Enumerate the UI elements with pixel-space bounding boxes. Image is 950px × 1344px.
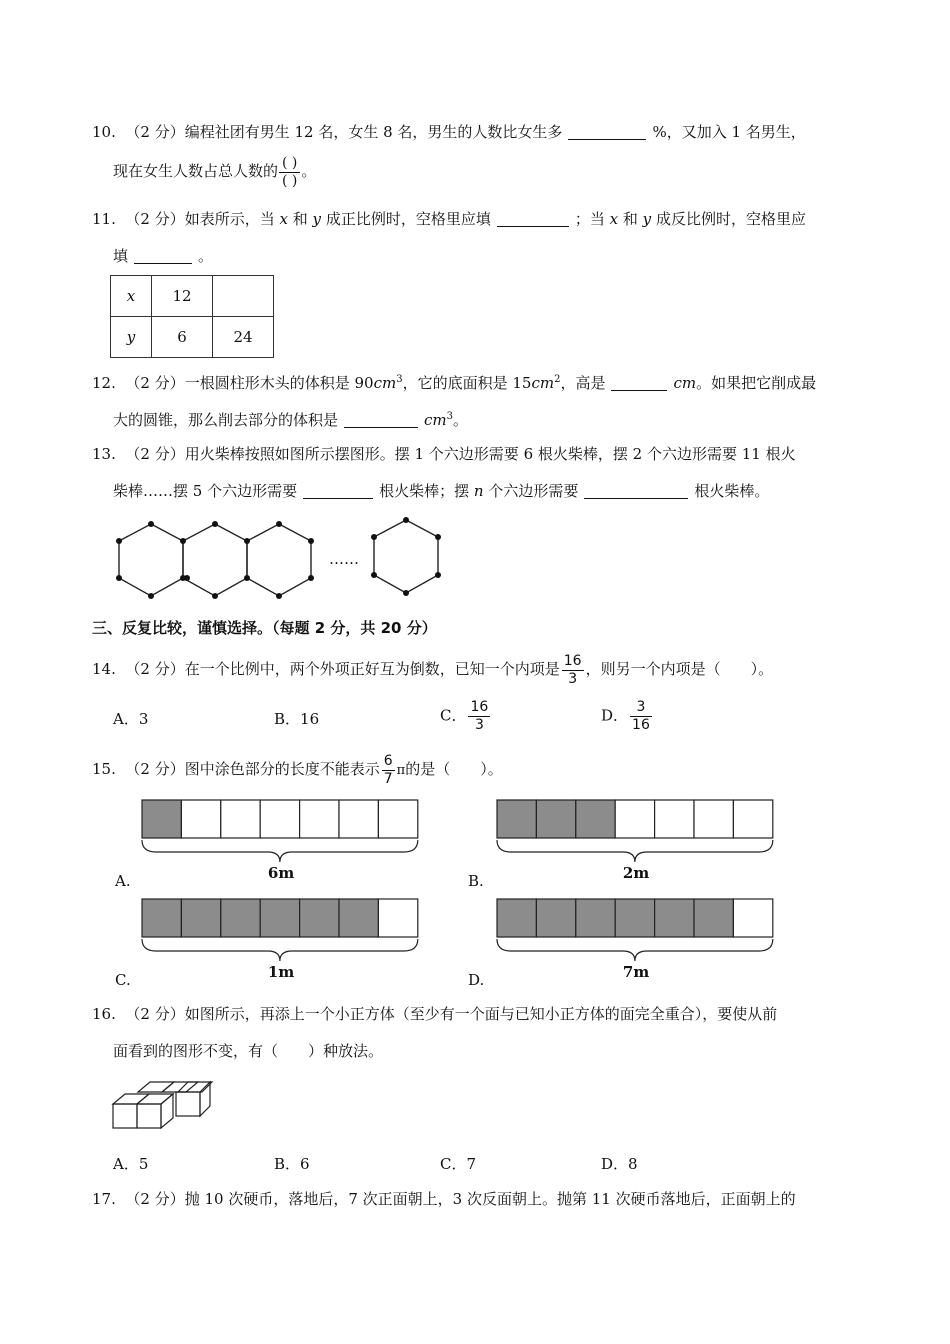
answer-blank[interactable]: [497, 210, 569, 227]
q12-line1: [92, 369, 816, 394]
empty-cell: [655, 800, 694, 838]
empty-cell: [615, 800, 654, 838]
q15-line1: [92, 750, 503, 790]
question-text: 根火柴棒；摆: [379, 482, 470, 500]
answer-blank[interactable]: [584, 482, 688, 499]
q10-line2: [113, 152, 316, 190]
empty-cell: [181, 800, 220, 838]
bar-length-label: 1m: [267, 963, 295, 981]
empty-cell: [339, 800, 378, 838]
empty-cell: [300, 800, 339, 838]
option-letter[interactable]: B.: [468, 872, 484, 890]
shaded-cell: [221, 899, 260, 937]
question-number: 10.: [92, 123, 116, 141]
option-c[interactable]: [440, 699, 492, 734]
punctuation: 。: [453, 411, 469, 429]
shaded-cell: [260, 899, 299, 937]
option-letter[interactable]: C.: [115, 971, 131, 989]
table-row: [111, 276, 274, 317]
answer-blank[interactable]: [611, 374, 667, 391]
option-letter: D．: [601, 706, 629, 725]
empty-cell: [221, 800, 260, 838]
question-text: （2 分）如表所示，当: [125, 210, 275, 228]
option-d[interactable]: D．8: [601, 1155, 638, 1173]
question-number: 11.: [92, 210, 116, 228]
question-text: 成正比例时，空格里应填: [325, 210, 491, 228]
shaded-cell: [339, 899, 378, 937]
shaded-cell: [694, 899, 733, 937]
question-text: 现在女生人数占总人数的: [113, 162, 279, 180]
question-text: ；当: [574, 210, 605, 228]
question-text: 和: [292, 210, 308, 228]
option-b[interactable]: B．6: [274, 1155, 310, 1173]
superscript: 3: [446, 411, 454, 422]
shaded-cell: [576, 899, 615, 937]
question-text: 大的圆锥，那么削去部分的体积是: [113, 411, 339, 429]
question-number: 13.: [92, 445, 116, 463]
punctuation: 。: [301, 162, 317, 180]
fraction: $\frac{3}{16}$: [632, 699, 650, 733]
empty-cell: [733, 899, 772, 937]
table-cell: x: [111, 276, 152, 317]
question-number: 12.: [92, 374, 116, 392]
superscript: 3: [396, 374, 403, 385]
hexagon: [247, 524, 311, 596]
brace: [142, 840, 418, 862]
question-text: %，又加入 1 名男生，: [652, 123, 806, 141]
fraction: $\frac{6}{7}$: [383, 752, 393, 787]
q10-line1: [92, 121, 806, 143]
option-letter[interactable]: D.: [468, 971, 485, 989]
shaded-cell: [536, 800, 575, 838]
shaded-cell: [142, 899, 181, 937]
hexagon: [119, 524, 183, 596]
unit: cm: [373, 374, 397, 392]
answer-blank[interactable]: [568, 123, 646, 140]
q13-line2: [113, 480, 769, 502]
q12-line2: [113, 406, 468, 431]
q11-line2: [113, 245, 213, 267]
question-number: 14.: [92, 660, 116, 678]
bar-length-label: 6m: [267, 864, 295, 882]
superscript: 2: [554, 374, 561, 385]
shaded-cell: [615, 899, 654, 937]
table-cell: 6: [152, 317, 213, 358]
q11-line1: [92, 208, 806, 230]
unit: cm: [673, 374, 697, 392]
table-cell: 24: [213, 317, 274, 358]
question-number: 17.: [92, 1190, 116, 1208]
empty-cell: [378, 800, 417, 838]
q13-line1: [92, 443, 796, 465]
option-letter[interactable]: A.: [115, 872, 131, 890]
variable-y: y: [642, 210, 652, 228]
empty-cell: [733, 800, 772, 838]
bar-length-label: 2m: [622, 864, 650, 882]
question-text: 个六边形需要: [488, 482, 579, 500]
question-text: ，则另一个内项是（ ）。: [585, 660, 774, 678]
shaded-cell: [300, 899, 339, 937]
shaded-cell: [655, 899, 694, 937]
question-text: （2 分）在一个比例中，两个外项正好互为倒数，已知一个内项是: [125, 660, 560, 678]
q16-line2: [113, 1040, 383, 1062]
unit: cm: [424, 411, 447, 429]
shaded-cell: [497, 899, 536, 937]
question-number: 15.: [92, 760, 116, 778]
brace: [497, 840, 773, 862]
question-text: 根火柴棒。: [694, 482, 770, 500]
option-a[interactable]: A．5: [113, 1155, 149, 1173]
q16-line1: [92, 1003, 777, 1025]
unit: cm: [531, 374, 555, 392]
option-c[interactable]: C．7: [440, 1155, 477, 1173]
question-text: （2 分）抛 10 次硬币，落地后，7 次正面朝上，3 次反面朝上。抛第 11 次硬币落地后，正面朝上的: [125, 1190, 796, 1208]
variable-x: x: [609, 210, 619, 228]
fraction-blank[interactable]: ( ) ( ): [279, 155, 300, 190]
question-text: 的是（ ）。: [405, 760, 503, 778]
fraction: $\frac{16}{3}$: [563, 652, 582, 687]
variable-y: y: [312, 210, 322, 228]
option-b[interactable]: B．16: [274, 710, 320, 728]
empty-cell: [378, 899, 417, 937]
question-text: （2 分）编程社团有男生 12 名，女生 8 名，男生的人数比女生多: [125, 123, 563, 141]
fraction: $\frac{16}{3}$: [470, 699, 489, 733]
question-text: 。如果把它削成最: [696, 374, 817, 392]
question-text: 成反比例时，空格里应: [655, 210, 806, 228]
answer-blank[interactable]: [344, 411, 418, 428]
q17-line1: [92, 1188, 796, 1210]
variable-n: n: [473, 482, 484, 500]
hexagon: [374, 520, 438, 593]
answer-blank[interactable]: [303, 482, 373, 499]
empty-cell: [260, 800, 299, 838]
option-d[interactable]: [601, 699, 654, 734]
empty-cell: [694, 800, 733, 838]
question-text: 面看到的图形不变，有（ ）种放法。: [113, 1042, 384, 1060]
question-text: （2 分）一根圆柱形木头的体积是 90: [125, 374, 374, 392]
section-heading: 三、反复比较，谨慎选择。（每题 2 分，共 20 分）: [92, 619, 437, 637]
question-text: 填: [113, 247, 129, 265]
shaded-cell: [181, 899, 220, 937]
question-text: ，它的底面积是 15: [402, 374, 532, 392]
hexagon: [183, 524, 247, 596]
table-cell: 12: [152, 276, 213, 317]
question-text: （2 分）用火柴棒按照如图所示摆图形。摆 1 个六边形需要 6 根火柴棒，摆 2 个六边形需要 11 根火: [125, 445, 796, 463]
pi-symbol: π: [396, 763, 406, 778]
question-text: （2 分）如图所示，再添上一个小正方体（至少有一个面与已知小正方体的面完全重合），要使从前: [125, 1005, 778, 1023]
option-a[interactable]: A．3: [113, 710, 149, 728]
table-cell: y: [111, 317, 152, 358]
ellipsis: ……: [329, 550, 359, 568]
brace: [142, 939, 418, 961]
shaded-cell: [536, 899, 575, 937]
question-number: 16.: [92, 1005, 116, 1023]
brace: [497, 939, 773, 961]
question-text: （2 分）图中涂色部分的长度不能表示: [125, 760, 380, 778]
answer-blank[interactable]: [134, 247, 192, 264]
shaded-cell: [576, 800, 615, 838]
punctuation: 。: [198, 247, 214, 265]
bar-length-label: 7m: [622, 963, 650, 981]
shaded-cell: [142, 800, 181, 838]
table-row: [111, 317, 274, 358]
q14-line1: [92, 650, 773, 688]
question-text: 柴棒……摆 5 个六边形需要: [113, 482, 298, 500]
question-text: 和: [622, 210, 638, 228]
shaded-cell: [497, 800, 536, 838]
option-letter: C．: [440, 706, 467, 725]
question-text: ，高是: [560, 374, 606, 392]
table-cell: [213, 276, 274, 317]
variable-x: x: [279, 210, 288, 228]
xy-table: [110, 275, 274, 358]
